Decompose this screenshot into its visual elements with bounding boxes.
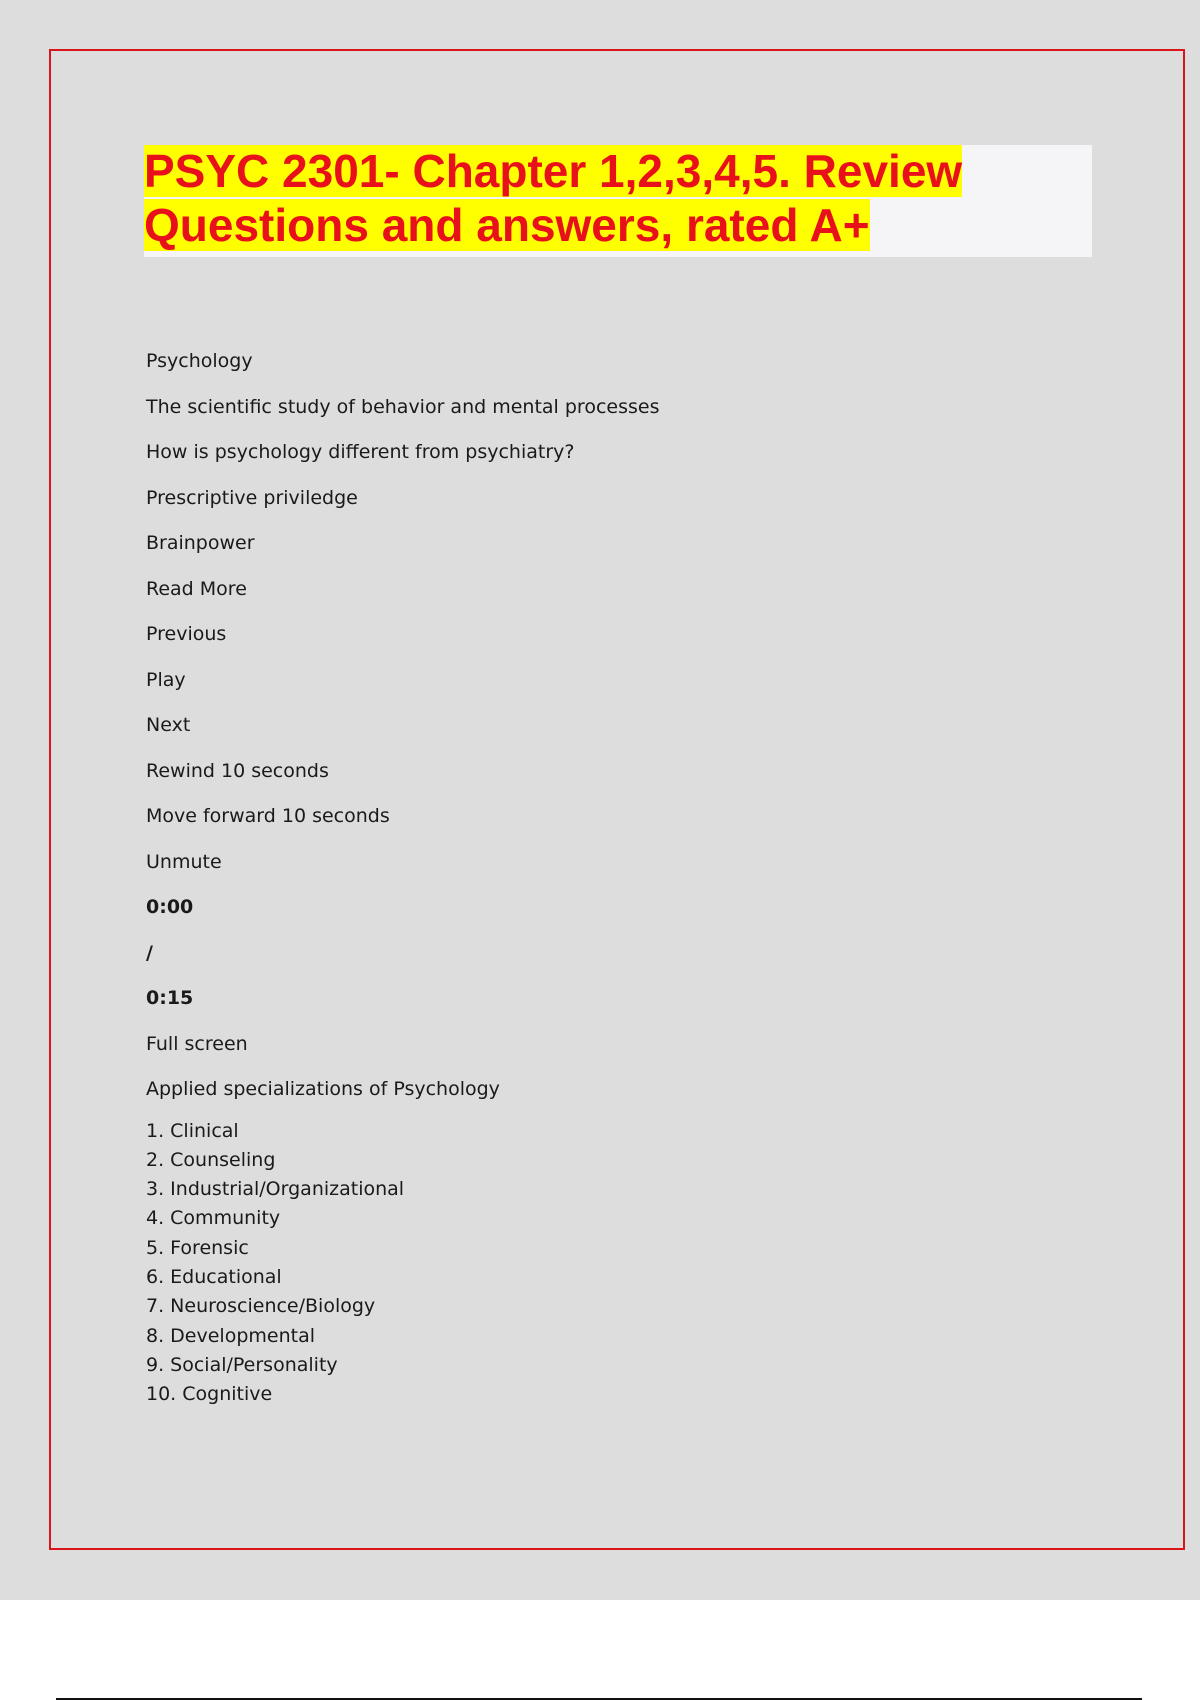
text-unmute: Unmute [146, 850, 222, 873]
question-psychiatry: How is psychology different from psychiatry? [146, 441, 575, 463]
document-body [146, 343, 1046, 1409]
list-item: 6. Educational [146, 1265, 282, 1288]
text-brainpower: Brainpower [146, 532, 255, 554]
text-rewind: Rewind 10 seconds [146, 759, 329, 782]
text-full-screen: Full screen [146, 1032, 248, 1055]
title-line-2: Questions and answers, rated A+ [144, 199, 870, 251]
list-item: 2. Counseling [146, 1148, 276, 1171]
document-title [144, 144, 1004, 252]
title-line-1: PSYC 2301- Chapter 1,2,3,4,5. Review [144, 145, 963, 197]
list-item: 5. Forensic [146, 1236, 249, 1259]
text-next: Next [146, 714, 191, 736]
time-current: 0:00 [146, 896, 194, 918]
text-previous: Previous [146, 623, 227, 645]
list-item: 3. Industrial/Organizational [146, 1178, 405, 1201]
text-play: Play [146, 668, 186, 691]
term-psychology: Psychology [146, 350, 253, 372]
time-duration: 0:15 [146, 987, 194, 1009]
list-item: 1. Clinical [146, 1119, 239, 1142]
text-read-more: Read More [146, 577, 247, 600]
definition-psychology: The scientific study of behavior and mental processes [146, 395, 660, 418]
list-item: 7. Neuroscience/Biology [146, 1295, 376, 1318]
list-item: 10. Cognitive [146, 1383, 273, 1406]
time-separator: / [146, 941, 153, 964]
list-item: 8. Developmental [146, 1324, 315, 1347]
question-specializations: Applied specializations of Psychology [146, 1078, 500, 1100]
specializations-list [146, 1117, 1046, 1410]
list-item: 9. Social/Personality [146, 1353, 338, 1376]
list-item: 4. Community [146, 1207, 281, 1230]
answer-psychiatry: Prescriptive priviledge [146, 486, 358, 509]
text-forward: Move forward 10 seconds [146, 805, 390, 827]
